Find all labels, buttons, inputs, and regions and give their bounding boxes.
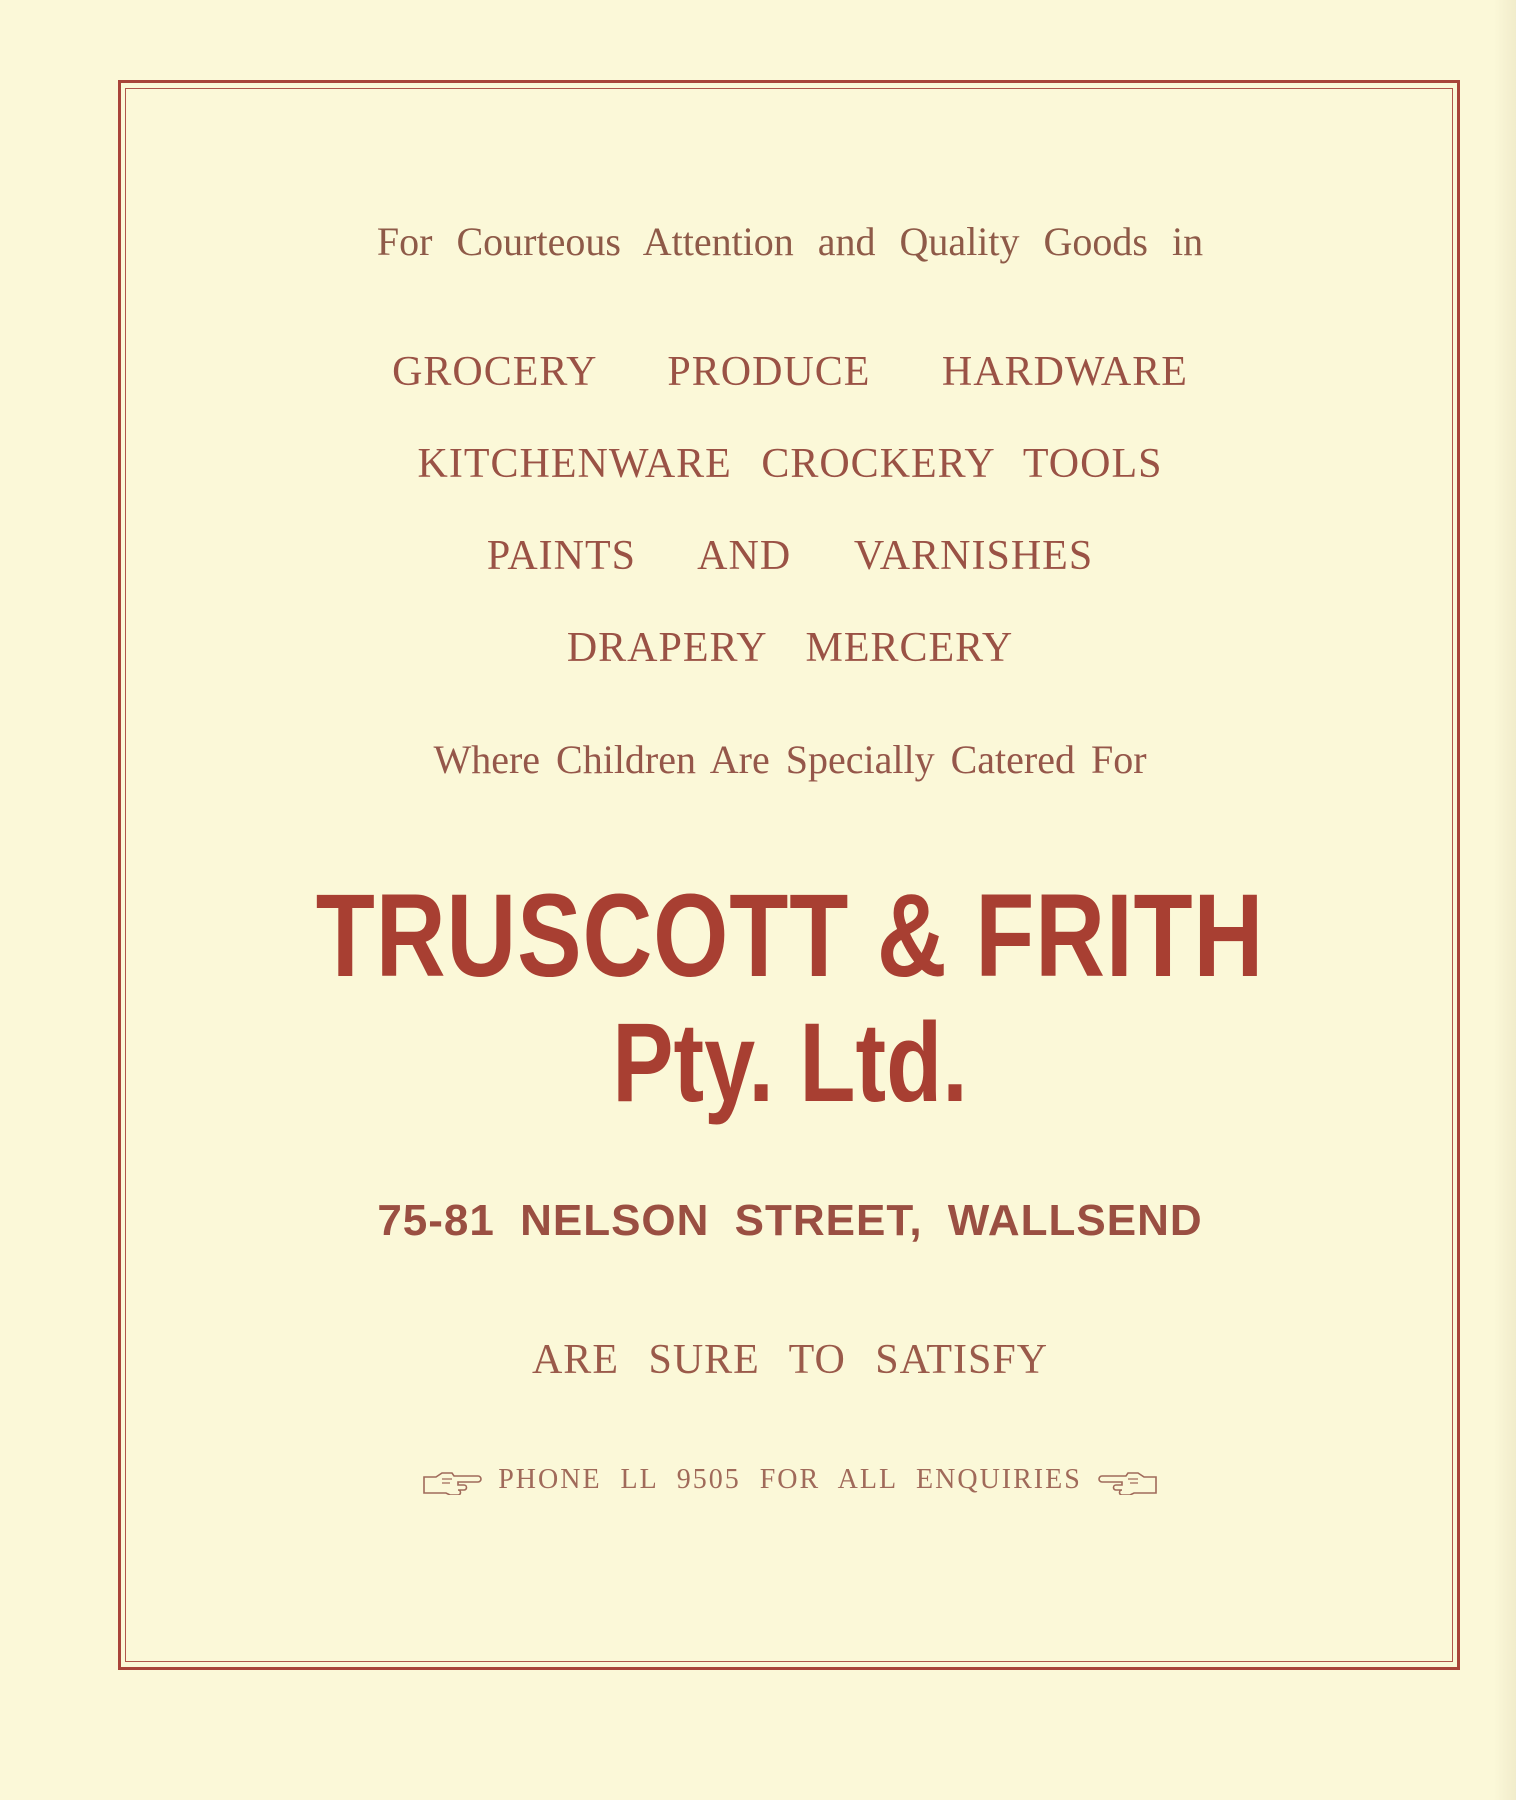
pointing-hand-right-icon <box>422 1469 486 1495</box>
intro-line: For Courteous Attention and Quality Goods in <box>376 219 1204 264</box>
goods-line-3: PAINTS AND VARNISHES <box>486 533 1094 579</box>
company-name: TRUSCOTT & FRITH <box>315 870 1265 1002</box>
company-suffix: Pty. Ltd. <box>612 1000 968 1125</box>
phone-line <box>120 1464 1460 1496</box>
goods-line-1: GROCERY PRODUCE HARDWARE <box>392 349 1188 395</box>
pointing-hand-left-icon <box>1094 1469 1158 1495</box>
children-line: Where Children Are Specially Catered For <box>433 737 1147 782</box>
phone-text: PHONE LL 9505 FOR ALL ENQUIRIES <box>498 1464 1082 1495</box>
address-line: 75-81 NELSON STREET, WALLSEND <box>377 1196 1203 1245</box>
satisfy-line: ARE SURE TO SATISFY <box>531 1337 1049 1383</box>
page-edge <box>1494 0 1516 1800</box>
goods-line-4: DRAPERY MERCERY <box>566 625 1014 671</box>
goods-line-2: KITCHENWARE CROCKERY TOOLS <box>417 441 1163 487</box>
